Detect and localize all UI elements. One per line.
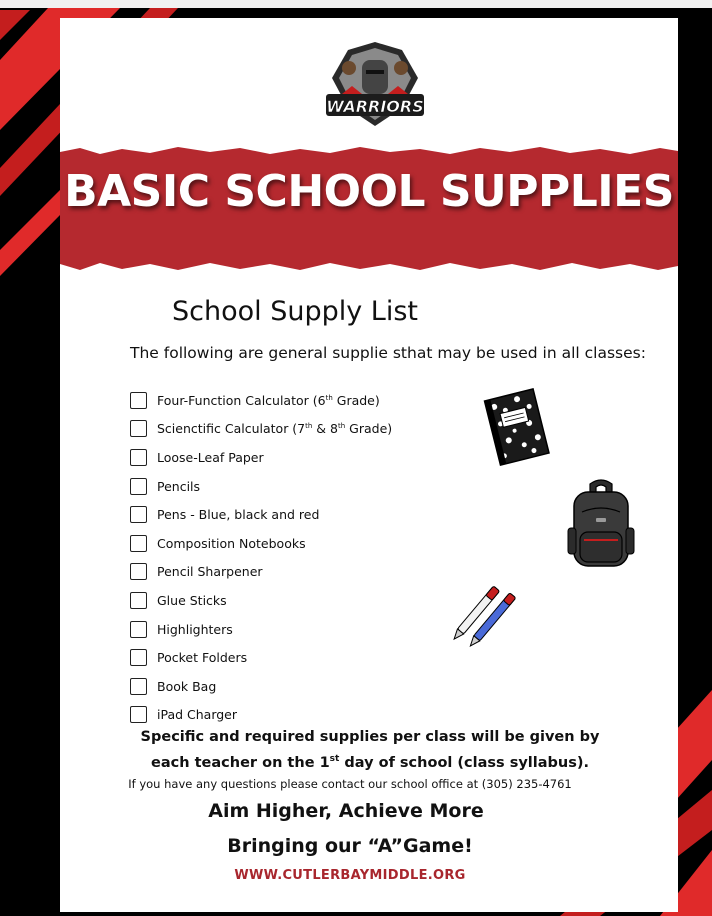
flyer-page <box>60 18 678 912</box>
checkbox[interactable] <box>130 535 147 552</box>
warriors-logo <box>322 38 428 130</box>
slogan-line-1: Aim Higher, Achieve More <box>208 800 484 822</box>
list-item <box>130 386 392 415</box>
list-item <box>130 415 392 444</box>
item-label: iPad Charger <box>157 707 238 723</box>
list-item <box>130 615 392 644</box>
checkbox[interactable] <box>130 449 147 466</box>
item-label: Loose-Leaf Paper <box>157 449 264 465</box>
list-item <box>130 586 392 615</box>
item-label: Scienctific Calculator (7th & 8th Grade) <box>157 421 393 437</box>
checkbox[interactable] <box>130 621 147 638</box>
website-link[interactable]: WWW.CUTLERBAYMIDDLE.ORG <box>234 868 466 883</box>
list-intro: The following are general supplie sthat may be used in all classes: <box>130 344 646 362</box>
checkbox[interactable] <box>130 649 147 666</box>
list-item <box>130 529 392 558</box>
item-label: Four-Function Calculator (6th Grade) <box>157 392 380 408</box>
list-item <box>130 472 392 501</box>
checkbox[interactable] <box>130 506 147 523</box>
list-item <box>130 643 392 672</box>
list-item <box>130 701 392 730</box>
item-label: Composition Notebooks <box>157 535 306 551</box>
checkbox[interactable] <box>130 706 147 723</box>
item-label: Book Bag <box>157 678 217 694</box>
checkbox[interactable] <box>130 563 147 580</box>
slogan-line-2: Bringing our “A”Game! <box>227 835 473 857</box>
item-label: Pens - Blue, black and red <box>157 507 320 523</box>
list-item <box>130 500 392 529</box>
banner-title: BASIC SCHOOL SUPPLIES <box>64 166 674 217</box>
composition-notebook-icon <box>480 386 554 470</box>
backpack-icon <box>566 478 636 572</box>
contact-info: If you have any questions please contact our school office at (305) 235-4761 <box>128 777 572 791</box>
checkbox[interactable] <box>130 392 147 409</box>
checkbox[interactable] <box>130 592 147 609</box>
supply-list <box>130 386 392 729</box>
list-title: School Supply List <box>172 296 419 327</box>
list-item <box>130 443 392 472</box>
item-label: Pencil Sharpener <box>157 564 263 580</box>
logo-text: WARRIORS <box>326 97 424 116</box>
checkbox[interactable] <box>130 678 147 695</box>
supplies-note: Specific and required supplies per class will be given by each teacher on the 1st day of school (class syllabus). <box>140 729 600 771</box>
checkbox[interactable] <box>130 478 147 495</box>
checkbox[interactable] <box>130 420 147 437</box>
item-label: Pocket Folders <box>157 650 248 666</box>
list-item <box>130 672 392 701</box>
pens-icon <box>448 584 518 656</box>
list-item <box>130 558 392 587</box>
item-label: Pencils <box>157 478 201 494</box>
item-label: Highlighters <box>157 621 233 637</box>
item-label: Glue Sticks <box>157 592 227 608</box>
